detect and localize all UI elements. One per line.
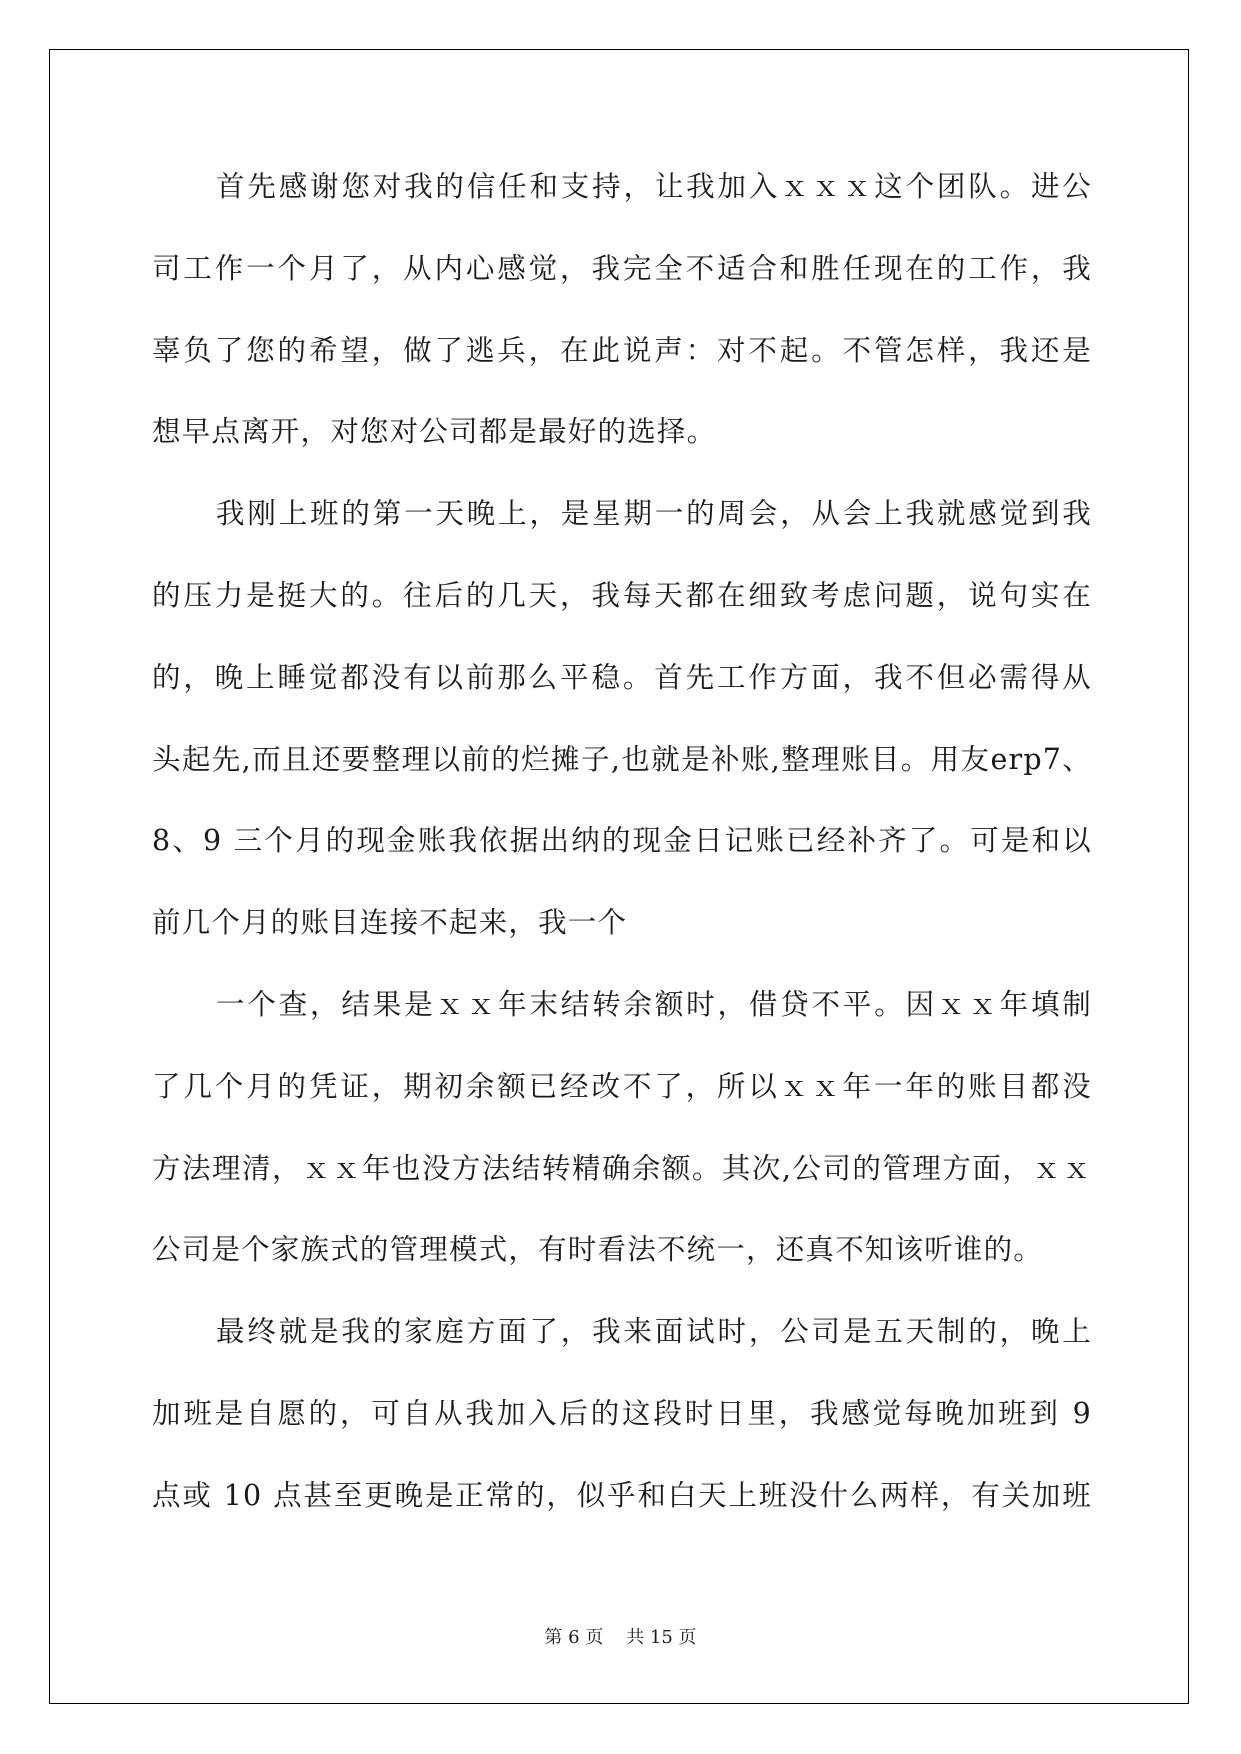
text-line: 8、9 三个月的现金账我依据出纳的现金日记账已经补齐了。可是和以 (152, 824, 1092, 858)
text-line: 的压力是挺大的。往后的几天，我每天都在细致考虑问题，说句实在 (152, 578, 1092, 612)
text-line: 最终就是我的家庭方面了，我来面试时，公司是五天制的，晚上 (216, 1315, 1092, 1349)
text-line: 点或 10 点甚至更晚是正常的，似乎和白天上班没什么两样，有关加班 (152, 1478, 1092, 1512)
text-line: 一个查，结果是ｘｘ年末结转余额时，借贷不平。因ｘｘ年填制 (216, 987, 1092, 1021)
text-line: 首先感谢您对我的信任和支持，让我加入ｘｘｘ这个团队。进公 (216, 170, 1092, 203)
document-body (152, 163, 1092, 1554)
text-line: 前几个月的账目连接不起来，我一个 (152, 906, 628, 940)
text-line: 的，晚上睡觉都没有以前那么平稳。首先工作方面，我不但必需得从 (152, 660, 1092, 694)
text-line: 想早点离开，对您对公司都是最好的选择。 (152, 415, 717, 449)
text-line: 加班是自愿的，可自从我加入后的这段时日里，我感觉每晚加班到 9 (152, 1396, 1092, 1430)
text-line: 公司是个家族式的管理模式，有时看法不统一，还真不知该听谁的。 (152, 1233, 1044, 1267)
text-line: 了几个月的凭证，期初余额已经改不了，所以ｘｘ年一年的账目都没 (152, 1069, 1092, 1103)
text-line: 头起先,而且还要整理以前的烂摊子,也就是补账,整理账目。用友erp7、 (152, 742, 1092, 776)
text-line: 辜负了您的希望，做了逃兵，在此说声：对不起。不管怎样，我还是 (152, 333, 1092, 367)
text-line: 司工作一个月了，从内心感觉，我完全不适合和胜任现在的工作，我 (152, 251, 1092, 285)
text-line: 方法理清，ｘｘ年也没方法结转精确余额。其次,公司的管理方面，ｘｘ (152, 1151, 1092, 1185)
page-number: 第 6 页 共 15 页 (544, 1627, 697, 1648)
text-line: 我刚上班的第一天晚上，是星期一的周会，从会上我就感觉到我 (216, 497, 1092, 531)
